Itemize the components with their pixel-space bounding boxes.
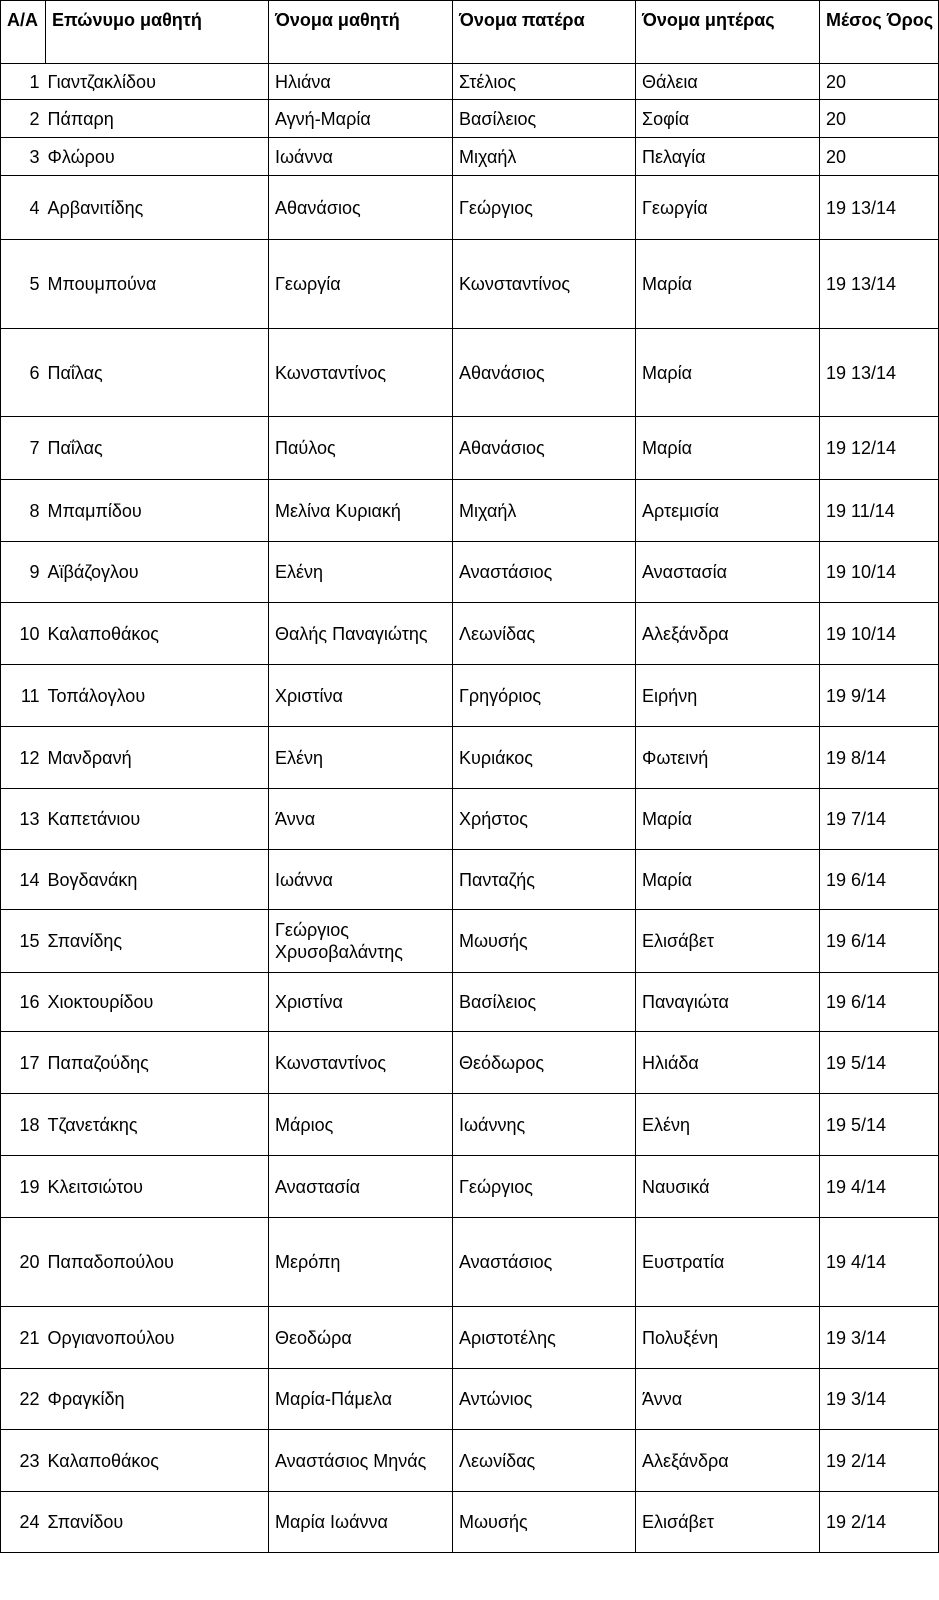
- aa-cell: 18: [1, 1094, 46, 1156]
- mother-cell: Ναυσικά: [636, 1156, 820, 1218]
- average-cell: 19 10/14: [820, 542, 939, 603]
- table-row: [1, 64, 939, 100]
- name-cell: Μελίνα Κυριακή: [269, 480, 453, 542]
- father-cell: Κυριάκος: [453, 727, 636, 789]
- mother-cell: Αρτεμισία: [636, 480, 820, 542]
- surname-cell: Τοπάλογλου: [46, 665, 269, 727]
- name-cell: Ελένη: [269, 727, 453, 789]
- mother-cell: Μαρία: [636, 329, 820, 417]
- average-cell: 20: [820, 100, 939, 138]
- aa-cell: 19: [1, 1156, 46, 1218]
- aa-cell: 12: [1, 727, 46, 789]
- mother-cell: Αλεξάνδρα: [636, 603, 820, 665]
- name-cell: Μάριος: [269, 1094, 453, 1156]
- mother-cell: Ελισάβετ: [636, 1492, 820, 1553]
- aa-cell: 2: [1, 100, 46, 138]
- father-cell: Γρηγόριος: [453, 665, 636, 727]
- aa-cell: 24: [1, 1492, 46, 1553]
- average-cell: 19 6/14: [820, 910, 939, 973]
- surname-cell: Σπανίδου: [46, 1492, 269, 1553]
- table-row: [1, 542, 939, 603]
- aa-cell: 22: [1, 1369, 46, 1430]
- header-aa: Α/Α: [1, 1, 46, 64]
- surname-cell: Αρβανιτίδης: [46, 176, 269, 240]
- father-cell: Ιωάννης: [453, 1094, 636, 1156]
- average-cell: 20: [820, 138, 939, 176]
- father-cell: Γεώργιος: [453, 176, 636, 240]
- aa-cell: 21: [1, 1307, 46, 1369]
- mother-cell: Ευστρατία: [636, 1218, 820, 1307]
- aa-cell: 15: [1, 910, 46, 973]
- name-cell: Μαρία-Πάμελα: [269, 1369, 453, 1430]
- mother-cell: Μαρία: [636, 240, 820, 329]
- average-cell: 19 10/14: [820, 603, 939, 665]
- table-row: [1, 176, 939, 240]
- mother-cell: Άννα: [636, 1369, 820, 1430]
- table-row: [1, 138, 939, 176]
- name-cell: Ιωάννα: [269, 850, 453, 910]
- aa-cell: 14: [1, 850, 46, 910]
- average-cell: 19 2/14: [820, 1492, 939, 1553]
- average-cell: 19 3/14: [820, 1307, 939, 1369]
- father-cell: Χρήστος: [453, 789, 636, 850]
- average-cell: 19 13/14: [820, 329, 939, 417]
- table-body: [1, 64, 939, 1553]
- mother-cell: Πολυξένη: [636, 1307, 820, 1369]
- table-row: [1, 1094, 939, 1156]
- aa-cell: 7: [1, 417, 46, 480]
- header-surname: Επώνυμο μαθητή: [46, 1, 269, 64]
- table-row: [1, 665, 939, 727]
- father-cell: Λεωνίδας: [453, 1430, 636, 1492]
- aa-cell: 8: [1, 480, 46, 542]
- table-row: [1, 910, 939, 973]
- aa-cell: 23: [1, 1430, 46, 1492]
- mother-cell: Γεωργία: [636, 176, 820, 240]
- surname-cell: Τζανετάκης: [46, 1094, 269, 1156]
- surname-cell: Οργιανοπούλου: [46, 1307, 269, 1369]
- name-cell: Αναστάσιος Μηνάς: [269, 1430, 453, 1492]
- name-cell: Ιωάννα: [269, 138, 453, 176]
- aa-cell: 9: [1, 542, 46, 603]
- average-cell: 20: [820, 64, 939, 100]
- name-cell: Γεωργία: [269, 240, 453, 329]
- mother-cell: Πελαγία: [636, 138, 820, 176]
- aa-cell: 10: [1, 603, 46, 665]
- father-cell: Μιχαήλ: [453, 480, 636, 542]
- header-row: [1, 1, 939, 64]
- surname-cell: Γιαντζακλίδου: [46, 64, 269, 100]
- mother-cell: Ειρήνη: [636, 665, 820, 727]
- table-row: [1, 1218, 939, 1307]
- average-cell: 19 13/14: [820, 240, 939, 329]
- surname-cell: Φραγκίδη: [46, 1369, 269, 1430]
- name-cell: Μερόπη: [269, 1218, 453, 1307]
- aa-cell: 16: [1, 973, 46, 1032]
- surname-cell: Σπανίδης: [46, 910, 269, 973]
- average-cell: 19 4/14: [820, 1218, 939, 1307]
- surname-cell: Φλώρου: [46, 138, 269, 176]
- father-cell: Αριστοτέλης: [453, 1307, 636, 1369]
- average-cell: 19 5/14: [820, 1032, 939, 1094]
- name-cell: Χριστίνα: [269, 665, 453, 727]
- aa-cell: 4: [1, 176, 46, 240]
- name-cell: Αθανάσιος: [269, 176, 453, 240]
- table-row: [1, 1430, 939, 1492]
- table-row: [1, 973, 939, 1032]
- average-cell: 19 5/14: [820, 1094, 939, 1156]
- name-cell: Άννα: [269, 789, 453, 850]
- name-cell: Ηλιάνα: [269, 64, 453, 100]
- header-average: Μέσος Όρος: [820, 1, 939, 64]
- mother-cell: Μαρία: [636, 417, 820, 480]
- father-cell: Κωνσταντίνος: [453, 240, 636, 329]
- mother-cell: Ελένη: [636, 1094, 820, 1156]
- table-row: [1, 480, 939, 542]
- father-cell: Αθανάσιος: [453, 417, 636, 480]
- average-cell: 19 4/14: [820, 1156, 939, 1218]
- mother-cell: Αναστασία: [636, 542, 820, 603]
- average-cell: 19 2/14: [820, 1430, 939, 1492]
- table-row: [1, 789, 939, 850]
- header-name: Όνομα μαθητή: [269, 1, 453, 64]
- surname-cell: Καλαποθάκος: [46, 603, 269, 665]
- father-cell: Θεόδωρος: [453, 1032, 636, 1094]
- name-cell: Ελένη: [269, 542, 453, 603]
- average-cell: 19 11/14: [820, 480, 939, 542]
- table-row: [1, 240, 939, 329]
- surname-cell: Καλαποθάκος: [46, 1430, 269, 1492]
- surname-cell: Καπετάνιου: [46, 789, 269, 850]
- surname-cell: Αϊβάζογλου: [46, 542, 269, 603]
- average-cell: 19 6/14: [820, 973, 939, 1032]
- name-cell: Γεώργιος Χρυσοβαλάντης: [269, 910, 453, 973]
- name-cell: Μαρία Ιωάννα: [269, 1492, 453, 1553]
- aa-cell: 13: [1, 789, 46, 850]
- surname-cell: Πάπαρη: [46, 100, 269, 138]
- table-row: [1, 1492, 939, 1553]
- surname-cell: Παπαζούδης: [46, 1032, 269, 1094]
- mother-cell: Θάλεια: [636, 64, 820, 100]
- father-cell: Λεωνίδας: [453, 603, 636, 665]
- name-cell: Χριστίνα: [269, 973, 453, 1032]
- mother-cell: Σοφία: [636, 100, 820, 138]
- table-row: [1, 1369, 939, 1430]
- name-cell: Κωνσταντίνος: [269, 329, 453, 417]
- table-row: [1, 329, 939, 417]
- father-cell: Στέλιος: [453, 64, 636, 100]
- average-cell: 19 8/14: [820, 727, 939, 789]
- aa-cell: 1: [1, 64, 46, 100]
- surname-cell: Παΐλας: [46, 417, 269, 480]
- name-cell: Αγνή-Μαρία: [269, 100, 453, 138]
- father-cell: Βασίλειος: [453, 100, 636, 138]
- average-cell: 19 7/14: [820, 789, 939, 850]
- header-mother: Όνομα μητέρας: [636, 1, 820, 64]
- table-row: [1, 1156, 939, 1218]
- name-cell: Παύλος: [269, 417, 453, 480]
- mother-cell: Μαρία: [636, 789, 820, 850]
- surname-cell: Παΐλας: [46, 329, 269, 417]
- aa-cell: 3: [1, 138, 46, 176]
- table-row: [1, 100, 939, 138]
- average-cell: 19 9/14: [820, 665, 939, 727]
- name-cell: Αναστασία: [269, 1156, 453, 1218]
- surname-cell: Κλειτσιώτου: [46, 1156, 269, 1218]
- table-row: [1, 1032, 939, 1094]
- name-cell: Θαλής Παναγιώτης: [269, 603, 453, 665]
- surname-cell: Μπουμπούνα: [46, 240, 269, 329]
- header-father: Όνομα πατέρα: [453, 1, 636, 64]
- surname-cell: Παπαδοπούλου: [46, 1218, 269, 1307]
- father-cell: Βασίλειος: [453, 973, 636, 1032]
- father-cell: Αναστάσιος: [453, 542, 636, 603]
- mother-cell: Μαρία: [636, 850, 820, 910]
- surname-cell: Μπαμπίδου: [46, 480, 269, 542]
- father-cell: Αθανάσιος: [453, 329, 636, 417]
- table-row: [1, 727, 939, 789]
- mother-cell: Φωτεινή: [636, 727, 820, 789]
- father-cell: Γεώργιος: [453, 1156, 636, 1218]
- father-cell: Μιχαήλ: [453, 138, 636, 176]
- father-cell: Μωυσής: [453, 1492, 636, 1553]
- table-row: [1, 417, 939, 480]
- surname-cell: Μανδρανή: [46, 727, 269, 789]
- average-cell: 19 12/14: [820, 417, 939, 480]
- surname-cell: Χιοκτουρίδου: [46, 973, 269, 1032]
- mother-cell: Ελισάβετ: [636, 910, 820, 973]
- mother-cell: Αλεξάνδρα: [636, 1430, 820, 1492]
- surname-cell: Βογδανάκη: [46, 850, 269, 910]
- average-cell: 19 3/14: [820, 1369, 939, 1430]
- aa-cell: 6: [1, 329, 46, 417]
- name-cell: Κωνσταντίνος: [269, 1032, 453, 1094]
- aa-cell: 20: [1, 1218, 46, 1307]
- father-cell: Αναστάσιος: [453, 1218, 636, 1307]
- name-cell: Θεοδώρα: [269, 1307, 453, 1369]
- father-cell: Πανταζής: [453, 850, 636, 910]
- aa-cell: 5: [1, 240, 46, 329]
- aa-cell: 17: [1, 1032, 46, 1094]
- table-row: [1, 1307, 939, 1369]
- aa-cell: 11: [1, 665, 46, 727]
- average-cell: 19 13/14: [820, 176, 939, 240]
- mother-cell: Παναγιώτα: [636, 973, 820, 1032]
- table-row: [1, 850, 939, 910]
- average-cell: 19 6/14: [820, 850, 939, 910]
- father-cell: Αντώνιος: [453, 1369, 636, 1430]
- mother-cell: Ηλιάδα: [636, 1032, 820, 1094]
- father-cell: Μωυσής: [453, 910, 636, 973]
- table-row: [1, 603, 939, 665]
